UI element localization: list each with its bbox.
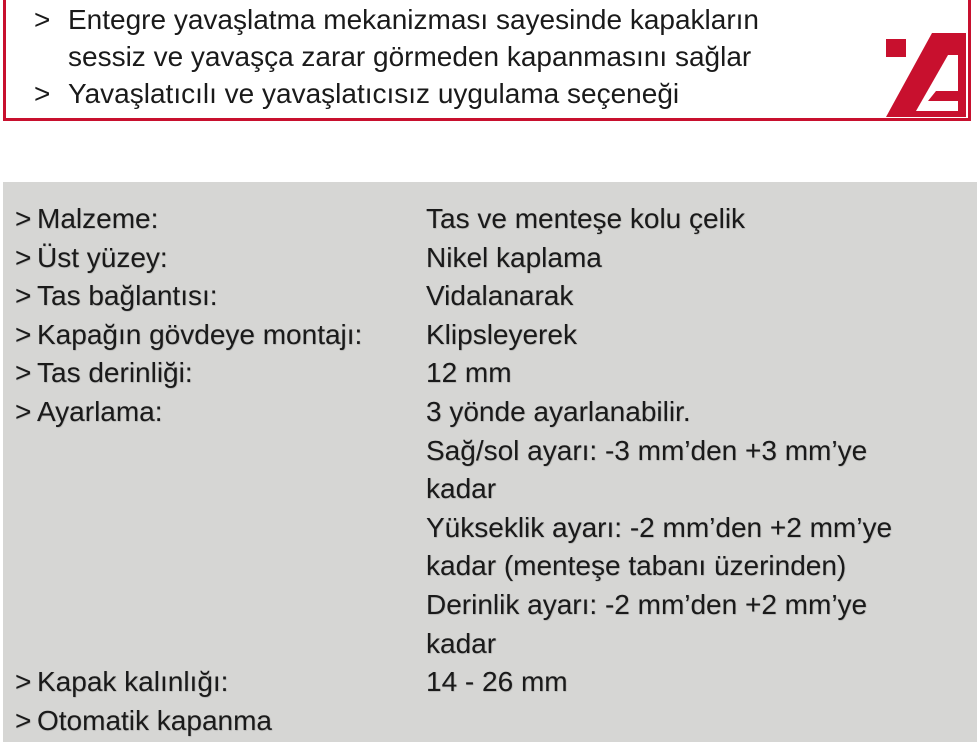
spec-label: Üst yüzey:: [37, 241, 168, 273]
spec-value: [426, 239, 971, 278]
feature-text-line: Entegre yavaşlatma mekanizması sayesinde kapakların: [68, 4, 760, 35]
bullet-glyph: >: [15, 704, 32, 736]
bullet-glyph: >: [15, 357, 32, 389]
spec-panel: [3, 182, 977, 742]
feature-box: [3, 0, 971, 121]
spec-value-line: Sağ/sol ayarı: -3 mm’den +3 mm’ye: [426, 434, 868, 466]
spec-value-line: Derinlik ayarı: -2 mm’den +2 mm’ye: [426, 588, 868, 620]
spec-value-line: 3 yönde ayarlanabilir.: [426, 396, 691, 427]
spec-value-line: Tas ve menteşe kolu çelik: [426, 203, 746, 234]
bullet-glyph: >: [15, 396, 32, 427]
spec-value: [426, 393, 971, 663]
spec-label: Ayarlama:: [37, 396, 163, 427]
spec-value-line: Nikel kaplama: [426, 241, 602, 273]
spec-value: [426, 277, 971, 316]
spec-value: [426, 663, 971, 702]
spec-value-line: Yükseklik ayarı: -2 mm’den +2 mm’ye: [426, 511, 893, 543]
spec-value-line: kadar: [426, 473, 497, 505]
bullet-glyph: >: [15, 280, 32, 312]
spec-value: [426, 316, 971, 355]
spec-value-line: 12 mm: [426, 357, 512, 389]
feature-list: [34, 1, 898, 112]
feature-text-line: sessiz ve yavaşça zarar görmeden kapanmasını sağlar: [68, 41, 752, 72]
feature-text-line: Yavaşlatıcılı ve yavaşlatıcısız uygulama seçeneği: [68, 78, 680, 109]
spec-value-line: Klipsleyerek: [426, 318, 577, 350]
bullet-glyph: >: [15, 241, 32, 273]
red-triangle-logo-icon: [886, 33, 966, 117]
spec-value-line: Vidalanarak: [426, 280, 574, 312]
bullet-glyph: >: [34, 78, 51, 109]
spec-value: [426, 200, 971, 239]
spec-label: Otomatik kapanma: [37, 704, 272, 736]
bullet-glyph: >: [34, 4, 51, 35]
spec-value-line: kadar: [426, 627, 497, 659]
spec-label: Tas derinliği:: [37, 357, 193, 389]
spec-value-line: kadar (menteşe tabanı üzerinden): [426, 550, 847, 582]
bullet-glyph: >: [15, 203, 32, 234]
spec-label: Tas bağlantısı:: [37, 280, 218, 312]
spec-label: Malzeme:: [37, 203, 159, 234]
spec-label: Kapağın gövdeye montajı:: [37, 318, 363, 350]
bullet-glyph: >: [15, 666, 32, 697]
bullet-glyph: >: [15, 318, 32, 350]
spec-value: [426, 354, 971, 393]
feature-item: [34, 75, 898, 112]
spec-label: Kapak kalınlığı:: [37, 666, 229, 697]
feature-item: [34, 1, 898, 75]
spec-value-line: 14 - 26 mm: [426, 666, 568, 697]
